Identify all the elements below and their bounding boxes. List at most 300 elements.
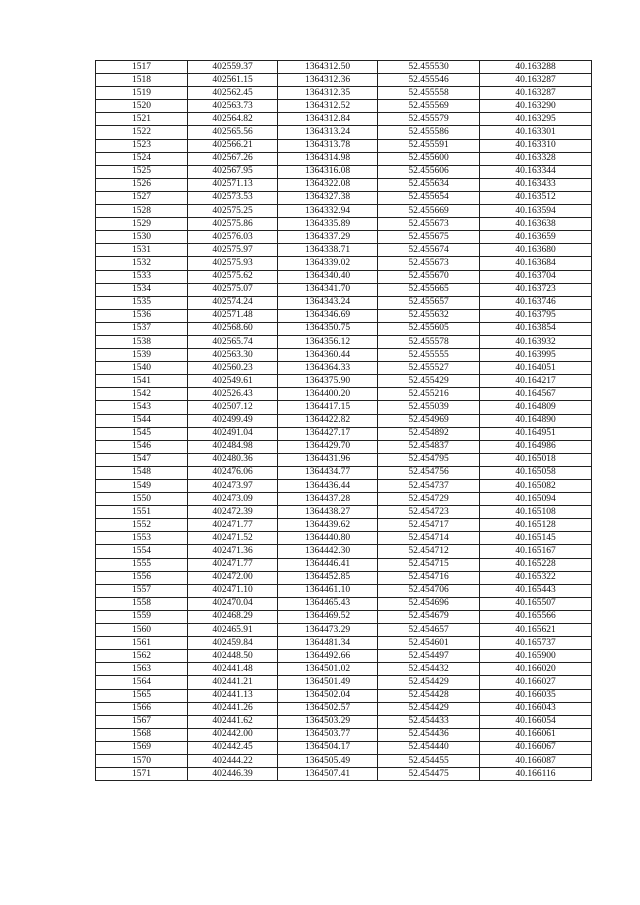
latitude-cell: 52.455216 [378, 388, 480, 401]
x-coordinate-cell: 402441.48 [188, 663, 278, 676]
table-row [96, 349, 592, 362]
longitude-cell: 40.165145 [480, 532, 592, 545]
latitude-cell: 52.455558 [378, 87, 480, 100]
latitude-cell: 52.454440 [378, 741, 480, 754]
table-row [96, 440, 592, 453]
y-coordinate-cell: 1364442.30 [278, 545, 378, 558]
point-number-cell: 1561 [96, 637, 188, 650]
x-coordinate-cell: 402480.36 [188, 453, 278, 466]
point-number-cell: 1558 [96, 597, 188, 610]
y-coordinate-cell: 1364434.77 [278, 466, 378, 479]
longitude-cell: 40.164809 [480, 401, 592, 414]
point-number-cell: 1520 [96, 100, 188, 113]
latitude-cell: 52.455527 [378, 362, 480, 375]
x-coordinate-cell: 402564.82 [188, 113, 278, 126]
point-number-cell: 1544 [96, 414, 188, 427]
y-coordinate-cell: 1364343.24 [278, 296, 378, 309]
x-coordinate-cell: 402471.77 [188, 519, 278, 532]
longitude-cell: 40.163288 [480, 61, 592, 74]
longitude-cell: 40.165322 [480, 571, 592, 584]
latitude-cell: 52.455591 [378, 139, 480, 152]
latitude-cell: 52.454715 [378, 558, 480, 571]
longitude-cell: 40.165443 [480, 584, 592, 597]
longitude-cell: 40.165566 [480, 610, 592, 623]
x-coordinate-cell: 402473.97 [188, 480, 278, 493]
y-coordinate-cell: 1364332.94 [278, 205, 378, 218]
y-coordinate-cell: 1364335.89 [278, 218, 378, 231]
y-coordinate-cell: 1364312.52 [278, 100, 378, 113]
y-coordinate-cell: 1364339.02 [278, 257, 378, 270]
longitude-cell: 40.163287 [480, 87, 592, 100]
latitude-cell: 52.455669 [378, 205, 480, 218]
y-coordinate-cell: 1364502.04 [278, 689, 378, 702]
table-row [96, 322, 592, 335]
table-row [96, 74, 592, 87]
x-coordinate-cell: 402472.00 [188, 571, 278, 584]
latitude-cell: 52.454497 [378, 650, 480, 663]
table-row [96, 741, 592, 754]
point-number-cell: 1565 [96, 689, 188, 702]
y-coordinate-cell: 1364312.36 [278, 74, 378, 87]
longitude-cell: 40.163995 [480, 349, 592, 362]
y-coordinate-cell: 1364461.10 [278, 584, 378, 597]
table-row [96, 61, 592, 74]
y-coordinate-cell: 1364316.08 [278, 165, 378, 178]
y-coordinate-cell: 1364437.28 [278, 493, 378, 506]
point-number-cell: 1562 [96, 650, 188, 663]
x-coordinate-cell: 402560.23 [188, 362, 278, 375]
table-row [96, 768, 592, 781]
longitude-cell: 40.165507 [480, 597, 592, 610]
point-number-cell: 1532 [96, 257, 188, 270]
x-coordinate-cell: 402562.45 [188, 87, 278, 100]
point-number-cell: 1542 [96, 388, 188, 401]
point-number-cell: 1559 [96, 610, 188, 623]
point-number-cell: 1519 [96, 87, 188, 100]
table-row [96, 126, 592, 139]
table-row [96, 493, 592, 506]
table-row [96, 205, 592, 218]
latitude-cell: 52.454428 [378, 689, 480, 702]
y-coordinate-cell: 1364313.78 [278, 139, 378, 152]
point-number-cell: 1527 [96, 191, 188, 204]
y-coordinate-cell: 1364429.70 [278, 440, 378, 453]
point-number-cell: 1530 [96, 231, 188, 244]
x-coordinate-cell: 402549.61 [188, 375, 278, 388]
latitude-cell: 52.454729 [378, 493, 480, 506]
table-row [96, 283, 592, 296]
x-coordinate-cell: 402471.77 [188, 558, 278, 571]
y-coordinate-cell: 1364501.49 [278, 676, 378, 689]
x-coordinate-cell: 402575.62 [188, 270, 278, 283]
latitude-cell: 52.455530 [378, 61, 480, 74]
longitude-cell: 40.166054 [480, 715, 592, 728]
longitude-cell: 40.165167 [480, 545, 592, 558]
point-number-cell: 1557 [96, 584, 188, 597]
y-coordinate-cell: 1364469.52 [278, 610, 378, 623]
latitude-cell: 52.454712 [378, 545, 480, 558]
latitude-cell: 52.455606 [378, 165, 480, 178]
longitude-cell: 40.163746 [480, 296, 592, 309]
x-coordinate-cell: 402563.73 [188, 100, 278, 113]
y-coordinate-cell: 1364446.41 [278, 558, 378, 571]
y-coordinate-cell: 1364422.82 [278, 414, 378, 427]
latitude-cell: 52.454433 [378, 715, 480, 728]
longitude-cell: 40.166043 [480, 702, 592, 715]
x-coordinate-cell: 402471.10 [188, 584, 278, 597]
latitude-cell: 52.455654 [378, 191, 480, 204]
latitude-cell: 52.454716 [378, 571, 480, 584]
latitude-cell: 52.454756 [378, 466, 480, 479]
table-row [96, 558, 592, 571]
y-coordinate-cell: 1364312.50 [278, 61, 378, 74]
y-coordinate-cell: 1364507.41 [278, 768, 378, 781]
longitude-cell: 40.165058 [480, 466, 592, 479]
latitude-cell: 52.454969 [378, 414, 480, 427]
longitude-cell: 40.165108 [480, 506, 592, 519]
point-number-cell: 1539 [96, 349, 188, 362]
latitude-cell: 52.455555 [378, 349, 480, 362]
latitude-cell: 52.454706 [378, 584, 480, 597]
x-coordinate-cell: 402559.37 [188, 61, 278, 74]
latitude-cell: 52.454737 [378, 480, 480, 493]
y-coordinate-cell: 1364492.66 [278, 650, 378, 663]
latitude-cell: 52.455429 [378, 375, 480, 388]
table-row [96, 218, 592, 231]
latitude-cell: 52.454714 [378, 532, 480, 545]
x-coordinate-cell: 402441.26 [188, 702, 278, 715]
x-coordinate-cell: 402561.15 [188, 74, 278, 87]
point-number-cell: 1533 [96, 270, 188, 283]
point-number-cell: 1536 [96, 309, 188, 322]
table-row [96, 728, 592, 741]
longitude-cell: 40.163328 [480, 152, 592, 165]
table-row [96, 152, 592, 165]
latitude-cell: 52.455674 [378, 244, 480, 257]
y-coordinate-cell: 1364364.33 [278, 362, 378, 375]
x-coordinate-cell: 402507.12 [188, 401, 278, 414]
point-number-cell: 1554 [96, 545, 188, 558]
point-number-cell: 1541 [96, 375, 188, 388]
x-coordinate-cell: 402472.39 [188, 506, 278, 519]
point-number-cell: 1546 [96, 440, 188, 453]
latitude-cell: 52.454696 [378, 597, 480, 610]
point-number-cell: 1526 [96, 178, 188, 191]
point-number-cell: 1570 [96, 754, 188, 767]
table-row [96, 401, 592, 414]
latitude-cell: 52.454436 [378, 728, 480, 741]
point-number-cell: 1540 [96, 362, 188, 375]
latitude-cell: 52.454475 [378, 768, 480, 781]
y-coordinate-cell: 1364502.57 [278, 702, 378, 715]
point-number-cell: 1568 [96, 728, 188, 741]
x-coordinate-cell: 402574.24 [188, 296, 278, 309]
point-number-cell: 1518 [96, 74, 188, 87]
latitude-cell: 52.455579 [378, 113, 480, 126]
x-coordinate-cell: 402565.74 [188, 335, 278, 348]
y-coordinate-cell: 1364314.98 [278, 152, 378, 165]
y-coordinate-cell: 1364505.49 [278, 754, 378, 767]
latitude-cell: 52.455665 [378, 283, 480, 296]
latitude-cell: 52.455546 [378, 74, 480, 87]
table-row [96, 139, 592, 152]
x-coordinate-cell: 402446.39 [188, 768, 278, 781]
latitude-cell: 52.454892 [378, 427, 480, 440]
y-coordinate-cell: 1364501.02 [278, 663, 378, 676]
point-number-cell: 1571 [96, 768, 188, 781]
table-row [96, 362, 592, 375]
y-coordinate-cell: 1364481.34 [278, 637, 378, 650]
latitude-cell: 52.455586 [378, 126, 480, 139]
table-row [96, 231, 592, 244]
y-coordinate-cell: 1364465.43 [278, 597, 378, 610]
longitude-cell: 40.163295 [480, 113, 592, 126]
point-number-cell: 1531 [96, 244, 188, 257]
point-number-cell: 1525 [96, 165, 188, 178]
y-coordinate-cell: 1364360.44 [278, 349, 378, 362]
y-coordinate-cell: 1364346.69 [278, 309, 378, 322]
point-number-cell: 1528 [96, 205, 188, 218]
point-number-cell: 1543 [96, 401, 188, 414]
x-coordinate-cell: 402484.98 [188, 440, 278, 453]
point-number-cell: 1566 [96, 702, 188, 715]
x-coordinate-cell: 402575.07 [188, 283, 278, 296]
longitude-cell: 40.163723 [480, 283, 592, 296]
x-coordinate-cell: 402441.13 [188, 689, 278, 702]
longitude-cell: 40.164890 [480, 414, 592, 427]
longitude-cell: 40.164217 [480, 375, 592, 388]
table-row [96, 597, 592, 610]
x-coordinate-cell: 402448.50 [188, 650, 278, 663]
latitude-cell: 52.454429 [378, 702, 480, 715]
y-coordinate-cell: 1364452.85 [278, 571, 378, 584]
table-row [96, 100, 592, 113]
y-coordinate-cell: 1364340.40 [278, 270, 378, 283]
table-row [96, 165, 592, 178]
x-coordinate-cell: 402470.04 [188, 597, 278, 610]
latitude-cell: 52.454601 [378, 637, 480, 650]
latitude-cell: 52.455634 [378, 178, 480, 191]
latitude-cell: 52.454837 [378, 440, 480, 453]
x-coordinate-cell: 402575.93 [188, 257, 278, 270]
y-coordinate-cell: 1364503.29 [278, 715, 378, 728]
point-number-cell: 1553 [96, 532, 188, 545]
longitude-cell: 40.165900 [480, 650, 592, 663]
point-number-cell: 1560 [96, 624, 188, 637]
longitude-cell: 40.166067 [480, 741, 592, 754]
table-row [96, 637, 592, 650]
table-row [96, 676, 592, 689]
point-number-cell: 1551 [96, 506, 188, 519]
x-coordinate-cell: 402573.53 [188, 191, 278, 204]
x-coordinate-cell: 402471.36 [188, 545, 278, 558]
point-number-cell: 1535 [96, 296, 188, 309]
longitude-cell: 40.164951 [480, 427, 592, 440]
point-number-cell: 1555 [96, 558, 188, 571]
table-row [96, 650, 592, 663]
table-row [96, 244, 592, 257]
point-number-cell: 1569 [96, 741, 188, 754]
x-coordinate-cell: 402491.04 [188, 427, 278, 440]
point-number-cell: 1567 [96, 715, 188, 728]
x-coordinate-cell: 402575.97 [188, 244, 278, 257]
longitude-cell: 40.163301 [480, 126, 592, 139]
table-row [96, 702, 592, 715]
y-coordinate-cell: 1364503.77 [278, 728, 378, 741]
x-coordinate-cell: 402499.49 [188, 414, 278, 427]
y-coordinate-cell: 1364341.70 [278, 283, 378, 296]
table-row [96, 466, 592, 479]
latitude-cell: 52.454717 [378, 519, 480, 532]
table-row [96, 414, 592, 427]
y-coordinate-cell: 1364356.12 [278, 335, 378, 348]
x-coordinate-cell: 402566.21 [188, 139, 278, 152]
table-row [96, 480, 592, 493]
point-number-cell: 1529 [96, 218, 188, 231]
x-coordinate-cell: 402567.26 [188, 152, 278, 165]
point-number-cell: 1548 [96, 466, 188, 479]
latitude-cell: 52.455657 [378, 296, 480, 309]
latitude-cell: 52.455673 [378, 257, 480, 270]
longitude-cell: 40.165094 [480, 493, 592, 506]
longitude-cell: 40.165228 [480, 558, 592, 571]
longitude-cell: 40.166020 [480, 663, 592, 676]
y-coordinate-cell: 1364439.62 [278, 519, 378, 532]
y-coordinate-cell: 1364312.84 [278, 113, 378, 126]
table-row [96, 506, 592, 519]
longitude-cell: 40.165128 [480, 519, 592, 532]
longitude-cell: 40.163638 [480, 218, 592, 231]
table-row [96, 754, 592, 767]
y-coordinate-cell: 1364438.27 [278, 506, 378, 519]
longitude-cell: 40.163344 [480, 165, 592, 178]
latitude-cell: 52.455673 [378, 218, 480, 231]
longitude-cell: 40.164567 [480, 388, 592, 401]
table-row [96, 545, 592, 558]
longitude-cell: 40.163290 [480, 100, 592, 113]
table-row [96, 689, 592, 702]
table-row [96, 257, 592, 270]
point-number-cell: 1563 [96, 663, 188, 676]
point-number-cell: 1556 [96, 571, 188, 584]
longitude-cell: 40.163795 [480, 309, 592, 322]
longitude-cell: 40.163684 [480, 257, 592, 270]
table-row [96, 178, 592, 191]
longitude-cell: 40.166061 [480, 728, 592, 741]
point-number-cell: 1517 [96, 61, 188, 74]
longitude-cell: 40.163287 [480, 74, 592, 87]
table-row [96, 309, 592, 322]
latitude-cell: 52.454455 [378, 754, 480, 767]
table-row [96, 453, 592, 466]
x-coordinate-cell: 402567.95 [188, 165, 278, 178]
longitude-cell: 40.163433 [480, 178, 592, 191]
x-coordinate-cell: 402565.56 [188, 126, 278, 139]
longitude-cell: 40.166035 [480, 689, 592, 702]
y-coordinate-cell: 1364440.80 [278, 532, 378, 545]
x-coordinate-cell: 402441.21 [188, 676, 278, 689]
point-number-cell: 1550 [96, 493, 188, 506]
latitude-cell: 52.454795 [378, 453, 480, 466]
x-coordinate-cell: 402563.30 [188, 349, 278, 362]
table-row [96, 610, 592, 623]
y-coordinate-cell: 1364327.38 [278, 191, 378, 204]
x-coordinate-cell: 402576.03 [188, 231, 278, 244]
point-number-cell: 1564 [96, 676, 188, 689]
table-row [96, 427, 592, 440]
table-row [96, 191, 592, 204]
x-coordinate-cell: 402441.62 [188, 715, 278, 728]
latitude-cell: 52.455670 [378, 270, 480, 283]
x-coordinate-cell: 402468.29 [188, 610, 278, 623]
y-coordinate-cell: 1364338.71 [278, 244, 378, 257]
table-row [96, 335, 592, 348]
x-coordinate-cell: 402473.09 [188, 493, 278, 506]
x-coordinate-cell: 402571.13 [188, 178, 278, 191]
y-coordinate-cell: 1364337.29 [278, 231, 378, 244]
point-number-cell: 1523 [96, 139, 188, 152]
longitude-cell: 40.163932 [480, 335, 592, 348]
longitude-cell: 40.165621 [480, 624, 592, 637]
latitude-cell: 52.454432 [378, 663, 480, 676]
x-coordinate-cell: 402575.25 [188, 205, 278, 218]
longitude-cell: 40.163854 [480, 322, 592, 335]
longitude-cell: 40.165082 [480, 480, 592, 493]
point-number-cell: 1521 [96, 113, 188, 126]
y-coordinate-cell: 1364375.90 [278, 375, 378, 388]
longitude-cell: 40.166087 [480, 754, 592, 767]
x-coordinate-cell: 402526.43 [188, 388, 278, 401]
longitude-cell: 40.165018 [480, 453, 592, 466]
longitude-cell: 40.163680 [480, 244, 592, 257]
longitude-cell: 40.165737 [480, 637, 592, 650]
latitude-cell: 52.455569 [378, 100, 480, 113]
latitude-cell: 52.455605 [378, 322, 480, 335]
table-row [96, 571, 592, 584]
table-row [96, 715, 592, 728]
latitude-cell: 52.455039 [378, 401, 480, 414]
table-row [96, 296, 592, 309]
point-number-cell: 1547 [96, 453, 188, 466]
latitude-cell: 52.455578 [378, 335, 480, 348]
table-row [96, 584, 592, 597]
table-row [96, 388, 592, 401]
x-coordinate-cell: 402568.60 [188, 322, 278, 335]
latitude-cell: 52.455675 [378, 231, 480, 244]
longitude-cell: 40.164986 [480, 440, 592, 453]
y-coordinate-cell: 1364400.20 [278, 388, 378, 401]
table-row [96, 113, 592, 126]
table-row [96, 87, 592, 100]
point-number-cell: 1552 [96, 519, 188, 532]
y-coordinate-cell: 1364504.17 [278, 741, 378, 754]
table-row [96, 624, 592, 637]
point-number-cell: 1524 [96, 152, 188, 165]
table-row [96, 663, 592, 676]
latitude-cell: 52.454723 [378, 506, 480, 519]
y-coordinate-cell: 1364312.35 [278, 87, 378, 100]
x-coordinate-cell: 402465.91 [188, 624, 278, 637]
x-coordinate-cell: 402459.84 [188, 637, 278, 650]
longitude-cell: 40.163704 [480, 270, 592, 283]
longitude-cell: 40.163594 [480, 205, 592, 218]
point-number-cell: 1537 [96, 322, 188, 335]
table-row [96, 270, 592, 283]
point-number-cell: 1538 [96, 335, 188, 348]
y-coordinate-cell: 1364350.75 [278, 322, 378, 335]
x-coordinate-cell: 402442.45 [188, 741, 278, 754]
table-row [96, 532, 592, 545]
